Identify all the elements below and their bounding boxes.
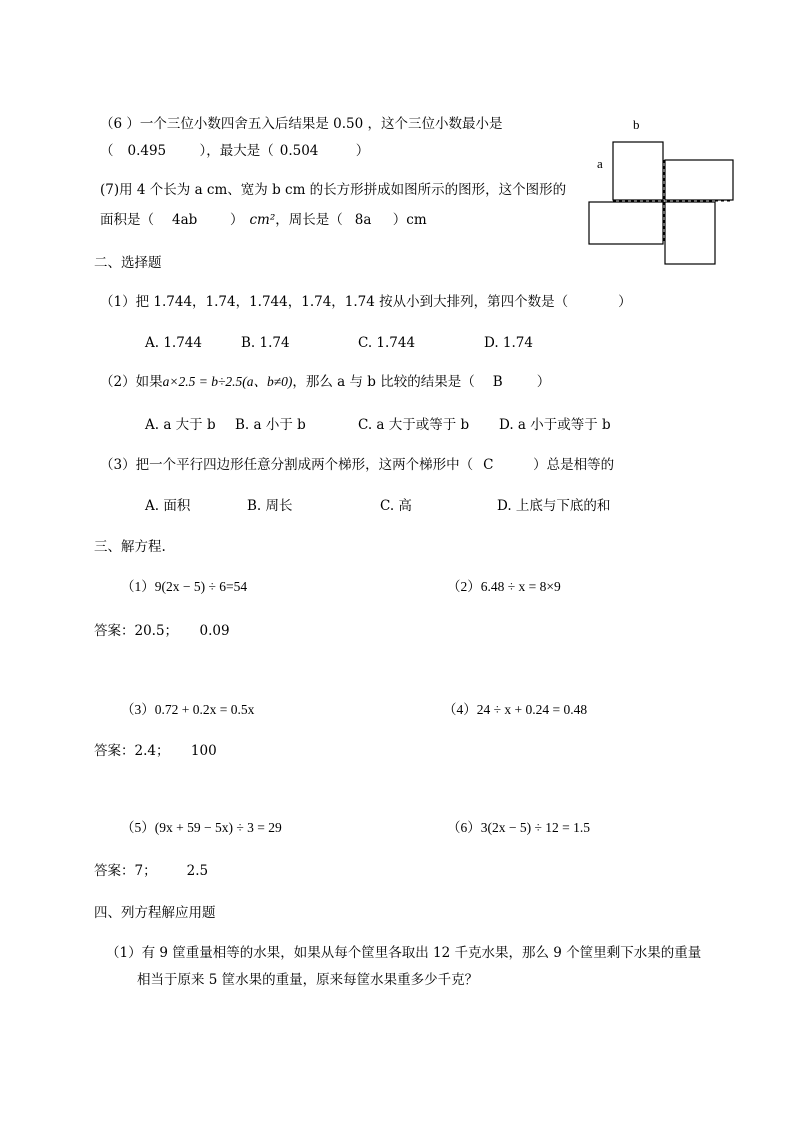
s2-q2-close: ）: [536, 374, 551, 390]
s2-q3-answer: C: [483, 457, 494, 473]
q7-perimeter-prefix: ，周长是（: [275, 212, 343, 228]
q6-mid: ），最大是（: [199, 143, 274, 159]
s2-q2-option-a: A. a 大于 b: [145, 417, 216, 433]
s2-q3-suffix: ）总是相等的: [533, 457, 615, 473]
s2-q2-stem: [100, 373, 550, 391]
q6-max-value: 0.504: [279, 143, 319, 159]
q6-line2: [100, 142, 369, 160]
s2-q2-suffix: ，那么 a 与 b 比较的结果是（: [292, 374, 475, 390]
q7-line1: (7)用 4 个长为 a cm、宽为 b cm 的长方形拼成如图所示的图形，这个图形的: [100, 182, 567, 198]
q6-line1: （6 ）一个三位小数四舍五入后结果是 0.50 ，这个三位小数最小是: [100, 116, 503, 132]
s3-eq5: （5）(9x + 59 − 5x) ÷ 3 = 29: [121, 820, 282, 835]
section4-title: 四、列方程解应用题: [94, 905, 216, 921]
s3-answer-1-2: 答案：20.5； 0.09: [94, 623, 230, 639]
s2-q2-option-d: D. a 小于或等于 b: [499, 417, 611, 433]
s2-q1-close: ）: [618, 294, 632, 310]
s3-eq6: （6）3(2x − 5) ÷ 12 = 1.5: [447, 820, 591, 835]
s2-q3-option-c: C. 高: [380, 498, 412, 514]
s2-q1-stem: [100, 293, 632, 311]
q7-area-value: 4ab: [172, 212, 198, 228]
s4-q1-line2: 相当于原来 5 筐水果的重量，原来每筐水果重多少千克？: [137, 972, 479, 988]
section3-title: 三、解方程.: [94, 539, 166, 555]
q6-min-value: 0.495: [127, 143, 167, 159]
s2-q1-option-d: D. 1.74: [484, 335, 533, 351]
s2-q3-stem: [100, 456, 614, 474]
rect-bottom: [665, 202, 715, 264]
q6-close: ）: [355, 143, 370, 159]
s2-q3-option-b: B. 周长: [247, 498, 293, 514]
s2-q1-option-a: A. 1.744: [145, 335, 202, 351]
rect-top: [613, 142, 663, 200]
label-a: a: [597, 156, 603, 171]
rect-right: [665, 160, 733, 200]
q7-line2: [100, 211, 427, 229]
s2-q1-option-c: C. 1.744: [358, 335, 416, 351]
s2-q2-option-c: C. a 大于或等于 b: [358, 417, 470, 433]
s3-answer-5-6: 答案：7； 2.5: [94, 863, 209, 879]
s2-q1-stem-text: （1）把 1.744，1.74，1.744，1.74，1.74 按从小到大排列，第四个数是（: [100, 294, 569, 310]
s3-eq2: （2）6.48 ÷ x = 8×9: [447, 579, 561, 594]
s2-q2-math: a×2.5 = b÷2.5(a、b≠0): [162, 374, 293, 389]
q7-area-prefix: 面积是（: [100, 212, 154, 228]
s2-q1-option-b: B. 1.74: [241, 335, 290, 351]
label-b: b: [633, 117, 640, 132]
q7-perimeter-value: 8a: [354, 212, 372, 228]
s2-q3-option-d: D. 上底与下底的和: [497, 498, 611, 514]
s3-eq3: （3）0.72 + 0.2x = 0.5x: [121, 702, 255, 717]
s4-q1-line1: （1）有 9 筐重量相等的水果，如果从每个筐里各取出 12 千克水果，那么 9 个筐里剩下水果的重量: [106, 945, 702, 961]
s3-eq4: （4）24 ÷ x + 0.24 = 0.48: [443, 702, 588, 717]
rectangles-figure: [585, 112, 745, 272]
s2-q3-prefix: （3）把一个平行四边形任意分割成两个梯形，这两个梯形中（: [100, 457, 474, 473]
q7-area-unit: cm²: [249, 212, 276, 228]
s3-answer-3-4: 答案：2.4； 100: [94, 743, 217, 759]
s2-q2-prefix: （2）如果: [100, 374, 163, 390]
q7-area-unit-prefix: ）: [230, 212, 244, 228]
s2-q2-option-b: B. a 小于 b: [235, 417, 306, 433]
section2-title: 二、选择题: [94, 255, 162, 271]
q7-perimeter-suffix: ）cm: [392, 212, 427, 228]
s2-q3-option-a: A. 面积: [145, 498, 191, 514]
q6-open: （: [100, 143, 114, 159]
s2-q2-answer: B: [492, 374, 503, 390]
s3-eq1: （1）9(2x − 5) ÷ 6=54: [121, 579, 248, 594]
rect-left: [589, 202, 663, 244]
